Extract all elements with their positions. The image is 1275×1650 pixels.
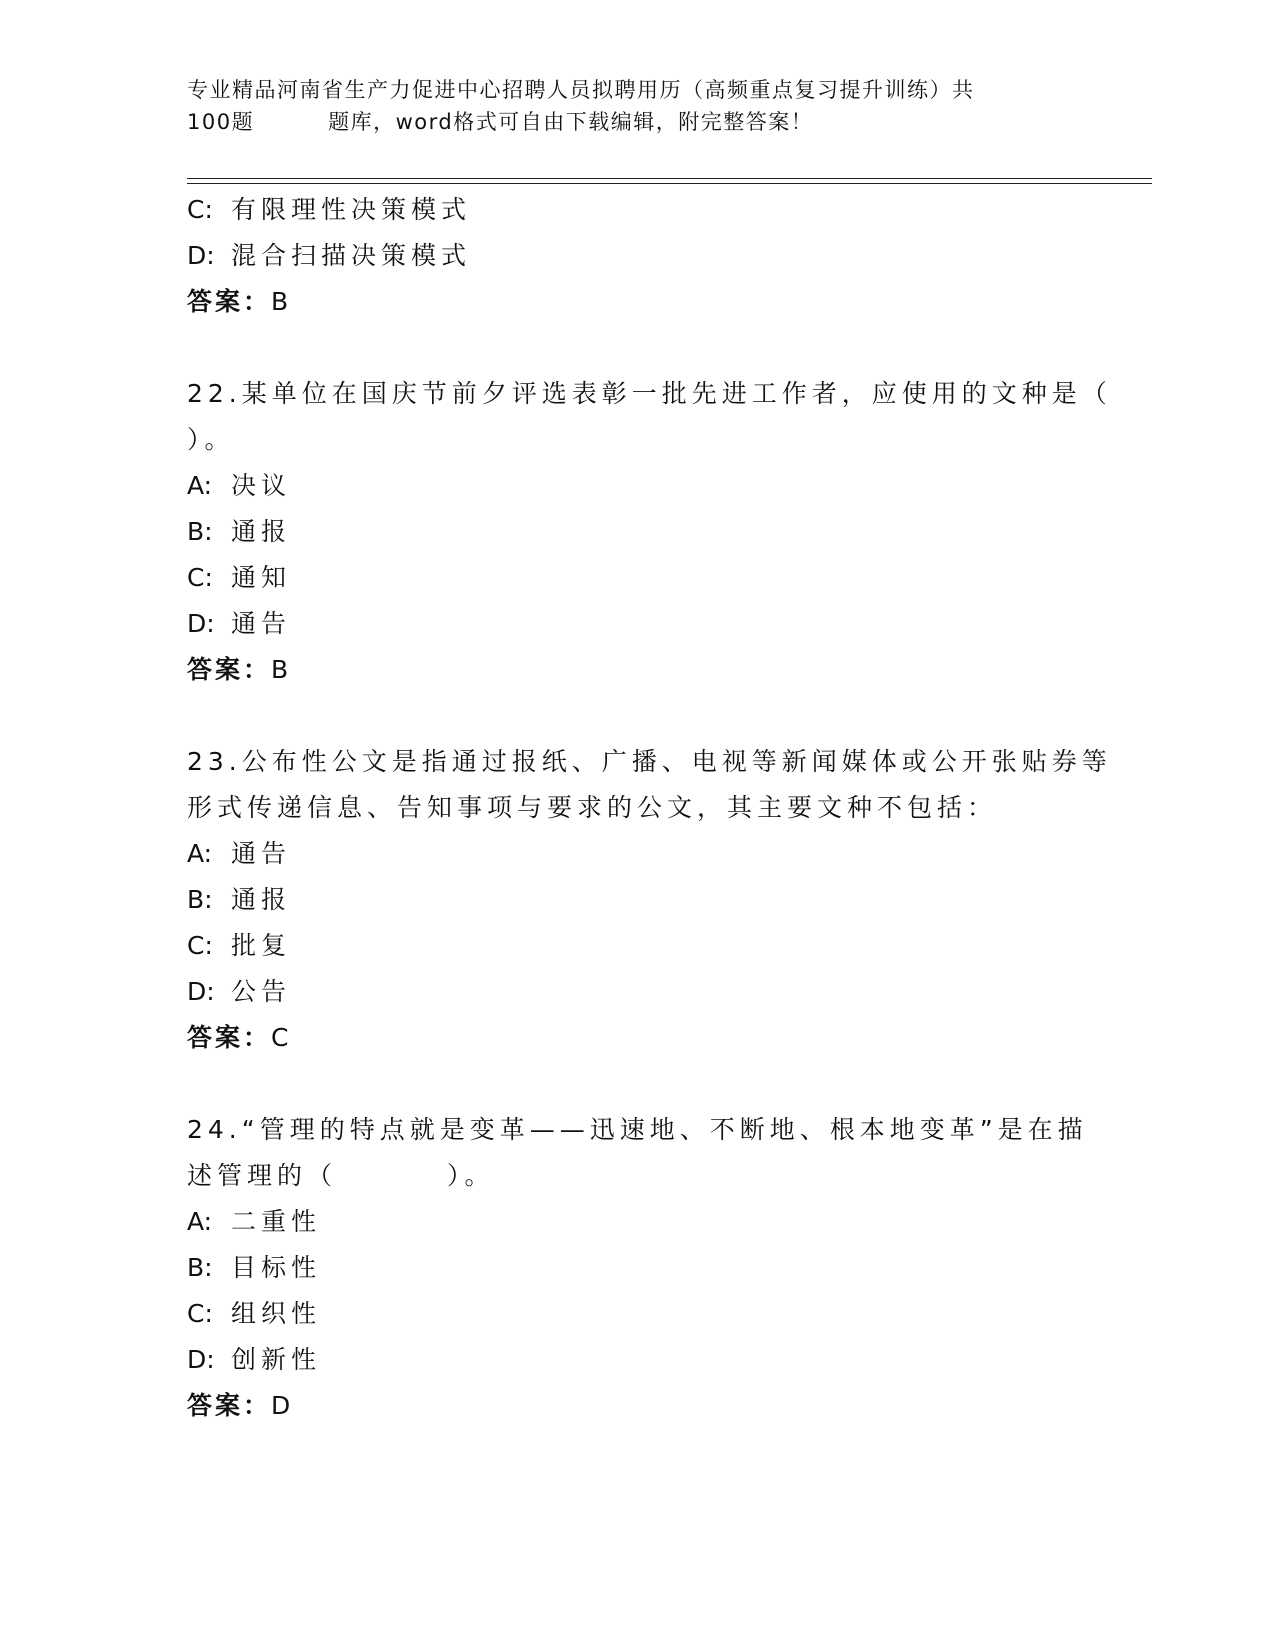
question-stem-line: 23.公布性公文是指通过报纸、广播、电视等新闻媒体或公开张贴券等 bbox=[187, 747, 1112, 776]
option-b: B: 目标性 bbox=[187, 1253, 322, 1282]
question-23 bbox=[187, 739, 1112, 1061]
question-21-continued bbox=[187, 187, 1087, 325]
question-stem-line: 24.“管理的特点就是变革——迅速地、不断地、根本地变革”是在描 bbox=[187, 1115, 1088, 1144]
header-question-count: 100题 bbox=[187, 110, 255, 134]
option-d: D: 通告 bbox=[187, 609, 292, 638]
option-b: B: 通报 bbox=[187, 517, 292, 546]
question-stem-line: 形式传递信息、告知事项与要求的公文，其主要文种不包括： bbox=[187, 793, 998, 822]
question-stem-line: 22.某单位在国庆节前夕评选表彰一批先进工作者，应使用的文种是（ bbox=[187, 379, 1112, 408]
option-c: C: 通知 bbox=[187, 563, 292, 592]
header-rule-thick bbox=[187, 178, 1152, 179]
answer: 答案：B bbox=[187, 655, 290, 684]
document-header bbox=[187, 74, 1087, 138]
answer: 答案：C bbox=[187, 1023, 290, 1052]
header-line-2 bbox=[187, 106, 1087, 138]
option-c: C: 组织性 bbox=[187, 1299, 322, 1328]
option-d: D: 混合扫描决策模式 bbox=[187, 241, 472, 270]
header-description: 题库，word格式可自由下载编辑，附完整答案！ bbox=[328, 110, 814, 134]
answer: 答案：D bbox=[187, 1391, 292, 1420]
option-c: C: 批复 bbox=[187, 931, 292, 960]
question-stem-line: ）。 bbox=[187, 425, 235, 454]
header-line-1: 专业精品河南省生产力促进中心招聘人员拟聘用历（高频重点复习提升训练）共 bbox=[187, 78, 975, 102]
question-22 bbox=[187, 371, 1112, 693]
answer: 答案：B bbox=[187, 287, 290, 316]
option-d: D: 创新性 bbox=[187, 1345, 322, 1374]
option-b: B: 通报 bbox=[187, 885, 292, 914]
option-c: C: 有限理性决策模式 bbox=[187, 195, 472, 224]
question-24 bbox=[187, 1107, 1087, 1429]
question-content bbox=[187, 187, 1112, 1429]
option-a: A: 通告 bbox=[187, 839, 292, 868]
question-stem-line: 述管理的（ ）。 bbox=[187, 1161, 495, 1190]
option-a: A: 二重性 bbox=[187, 1207, 322, 1236]
option-d: D: 公告 bbox=[187, 977, 292, 1006]
header-rule-thin bbox=[187, 183, 1152, 184]
option-a: A: 决议 bbox=[187, 471, 292, 500]
